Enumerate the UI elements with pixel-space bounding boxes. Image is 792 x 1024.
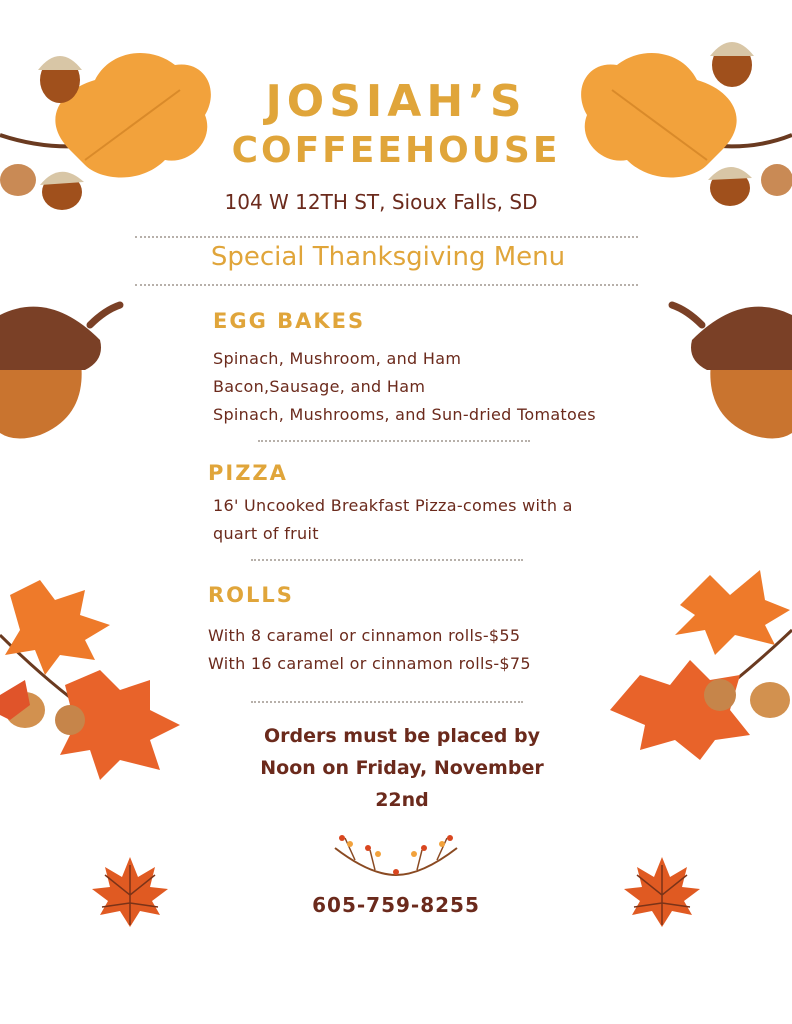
list-item: Spinach, Mushroom, and Ham [213, 349, 462, 368]
autumn-leaves-left-icon [0, 575, 200, 785]
rolls-list [208, 622, 531, 678]
berry-branch-icon [330, 830, 462, 882]
egg-bakes-list [213, 345, 596, 429]
notice-line: 22nd [375, 789, 429, 811]
list-item: Spinach, Mushrooms, and Sun-dried Tomatoes [213, 405, 596, 424]
phone-number: 605-759-8255 [312, 893, 480, 917]
divider-subtitle [135, 284, 638, 286]
divider-top [135, 236, 638, 238]
list-item: With 8 caramel or cinnamon rolls-$55 [208, 626, 521, 645]
list-item: With 16 caramel or cinnamon rolls-$75 [208, 654, 531, 673]
autumn-leaves-right-icon [600, 560, 792, 770]
list-item: Bacon,Sausage, and Ham [213, 377, 426, 396]
divider-pizza [251, 559, 523, 561]
acorn-left-icon [0, 295, 125, 440]
order-deadline-notice [222, 720, 582, 816]
address: 104 W 12TH ST, Sioux Falls, SD [224, 190, 538, 214]
section-title-egg-bakes: EGG BAKES [213, 309, 366, 333]
title-josiahs: JOSIAH’S [265, 76, 527, 127]
list-item: quart of fruit [213, 524, 319, 543]
notice-line: Noon on Friday, November [260, 757, 544, 779]
divider-egg-bakes [258, 440, 530, 442]
notice-line: Orders must be placed by [263, 725, 541, 747]
menu-subtitle: Special Thanksgiving Menu [210, 242, 566, 272]
section-title-pizza: PIZZA [208, 461, 288, 485]
title-coffeehouse: COFFEEHOUSE [231, 130, 561, 171]
pizza-list [213, 492, 573, 548]
divider-rolls [251, 701, 523, 703]
list-item: 16' Uncooked Breakfast Pizza-comes with a [213, 496, 573, 515]
acorn-right-icon [667, 295, 792, 440]
section-title-rolls: ROLLS [208, 583, 294, 607]
